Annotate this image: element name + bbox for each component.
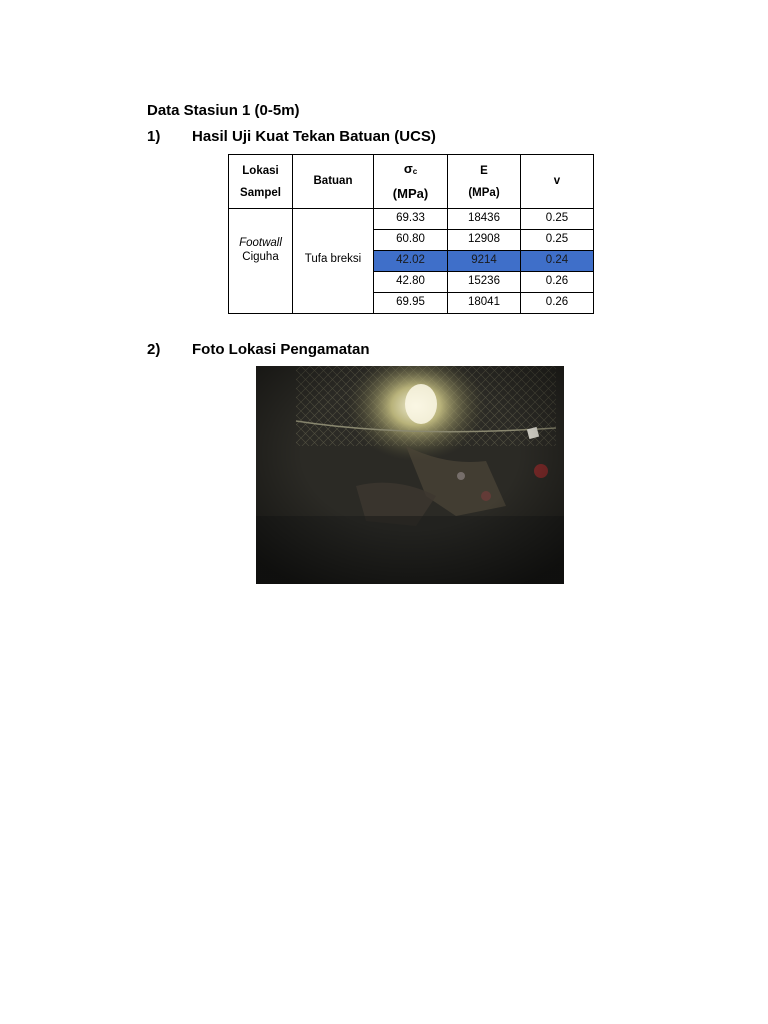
table-row xyxy=(229,209,594,230)
section-title: Foto Lokasi Pengamatan xyxy=(192,341,370,358)
v-value: 0.25 xyxy=(521,230,594,251)
e-value: 18041 xyxy=(448,293,521,314)
ucs-table xyxy=(228,154,594,314)
tunnel-photo-illustration xyxy=(256,366,564,584)
sigma-c-value: 42.02 xyxy=(374,251,448,272)
header-v: v xyxy=(521,155,594,209)
v-value: 0.24 xyxy=(521,251,594,272)
sigma-c-value: 42.80 xyxy=(374,272,448,293)
e-value: 12908 xyxy=(448,230,521,251)
section-number: 2) xyxy=(147,341,161,358)
location-cell: Footwall Ciguha xyxy=(229,209,293,314)
header-sigma-c: $\sigma_c$ (MPa) xyxy=(374,155,448,209)
v-value: 0.26 xyxy=(521,293,594,314)
sigma-c-value: 69.33 xyxy=(374,209,448,230)
observation-location-photo xyxy=(256,366,564,584)
v-value: 0.25 xyxy=(521,209,594,230)
sigma-c-value: 60.80 xyxy=(374,230,448,251)
e-value: 9214 xyxy=(448,251,521,272)
table-header-row xyxy=(229,155,594,209)
e-value: 18436 xyxy=(448,209,521,230)
e-value: 15236 xyxy=(448,272,521,293)
sigma-c-value: 69.95 xyxy=(374,293,448,314)
header-batuan: Batuan xyxy=(293,155,374,209)
header-lokasi-sampel: Lokasi Sampel xyxy=(229,155,293,209)
v-value: 0.26 xyxy=(521,272,594,293)
section-title: Hasil Uji Kuat Tekan Batuan (UCS) xyxy=(192,128,436,145)
page-heading: Data Stasiun 1 (0-5m) xyxy=(147,102,300,119)
rock-cell: Tufa breksi xyxy=(293,209,374,314)
section-number: 1) xyxy=(147,128,161,145)
header-e: E (MPa) xyxy=(448,155,521,209)
